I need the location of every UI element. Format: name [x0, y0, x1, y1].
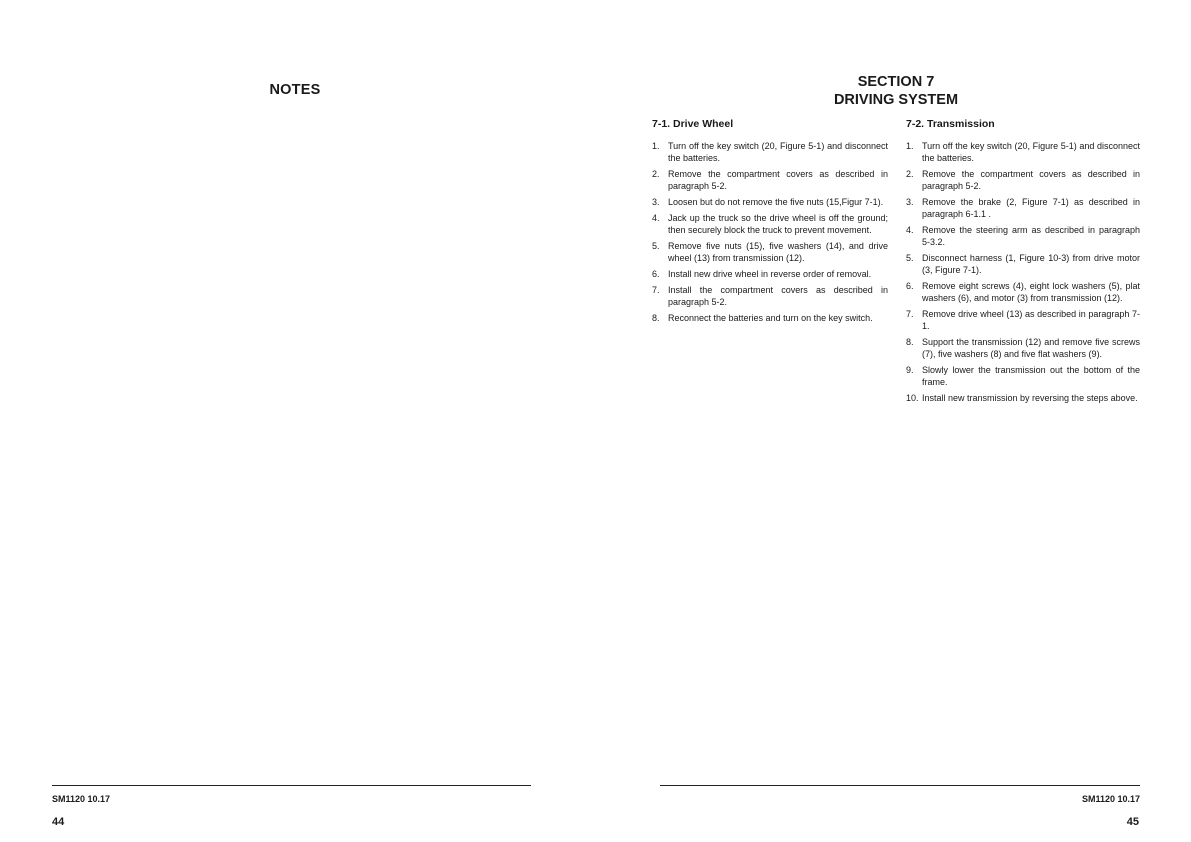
section-heading [596, 73, 1191, 109]
section-title: DRIVING SYSTEM [833, 92, 959, 108]
list-item: 6. Install new drive wheel in reverse order of removal. [652, 269, 872, 279]
transmission-steps [906, 140, 1140, 404]
left-page [0, 0, 595, 842]
list-item: 10. Install new transmission by reversing the steps above. [906, 393, 1138, 403]
list-item: 5. Remove five nuts (15), five washers (14), and drive wheel (13) from transmission (12). [652, 241, 888, 263]
section-number: SECTION 7 [857, 74, 935, 90]
list-item: 3. Remove the brake (2, Figure 7-1) as described in paragraph 6-1.1 . [906, 197, 1140, 219]
notes-title: NOTES [269, 82, 321, 98]
list-item: 2. Remove the compartment covers as described in paragraph 5-2. [652, 169, 888, 191]
list-item: 8. Reconnect the batteries and turn on the key switch. [652, 313, 873, 323]
drive-wheel-column [652, 118, 888, 328]
page-number: 44 [52, 816, 65, 828]
footer-divider [660, 785, 1140, 786]
drive-wheel-heading: 7-1. Drive Wheel [652, 118, 734, 130]
list-item: 7. Remove drive wheel (13) as described in paragraph 7-1. [906, 309, 1140, 331]
transmission-column [906, 118, 1140, 408]
list-item: 3. Loosen but do not remove the five nuts (15,Figur 7-1). [652, 197, 884, 207]
list-item: 6. Remove eight screws (4), eight lock washers (5), plat washers (6), and motor (3) from transmission (12). [906, 281, 1140, 303]
document-id: SM1120 10.17 [1081, 794, 1140, 804]
list-item: 4. Jack up the truck so the drive wheel is off the ground; then securely block the truck to prevent movement. [652, 213, 888, 235]
list-item: 2. Remove the compartment covers as described in paragraph 5-2. [906, 169, 1140, 191]
list-item: 5. Disconnect harness (1, Figure 10-3) from drive motor (3, Figure 7-1). [906, 253, 1140, 275]
page-number: 45 [1126, 816, 1139, 828]
document-id: SM1120 10.17 [52, 794, 111, 804]
list-item: 9. Slowly lower the transmission out the bottom of the frame. [906, 365, 1140, 387]
footer-divider [52, 785, 531, 786]
list-item: 8. Support the transmission (12) and remove five screws (7), five washers (8) and five flat washers (9). [906, 337, 1140, 359]
list-item: 1. Turn off the key switch (20, Figure 5-1) and disconnect the batteries. [652, 141, 888, 163]
list-item: 4. Remove the steering arm as described in paragraph 5-3.2. [906, 225, 1140, 247]
drive-wheel-steps [652, 140, 888, 324]
list-item: 7. Install the compartment covers as described in paragraph 5-2. [652, 285, 888, 307]
right-page [596, 0, 1191, 842]
transmission-heading: 7-2. Transmission [906, 118, 995, 130]
list-item: 1. Turn off the key switch (20, Figure 5-1) and disconnect the batteries. [906, 141, 1140, 163]
